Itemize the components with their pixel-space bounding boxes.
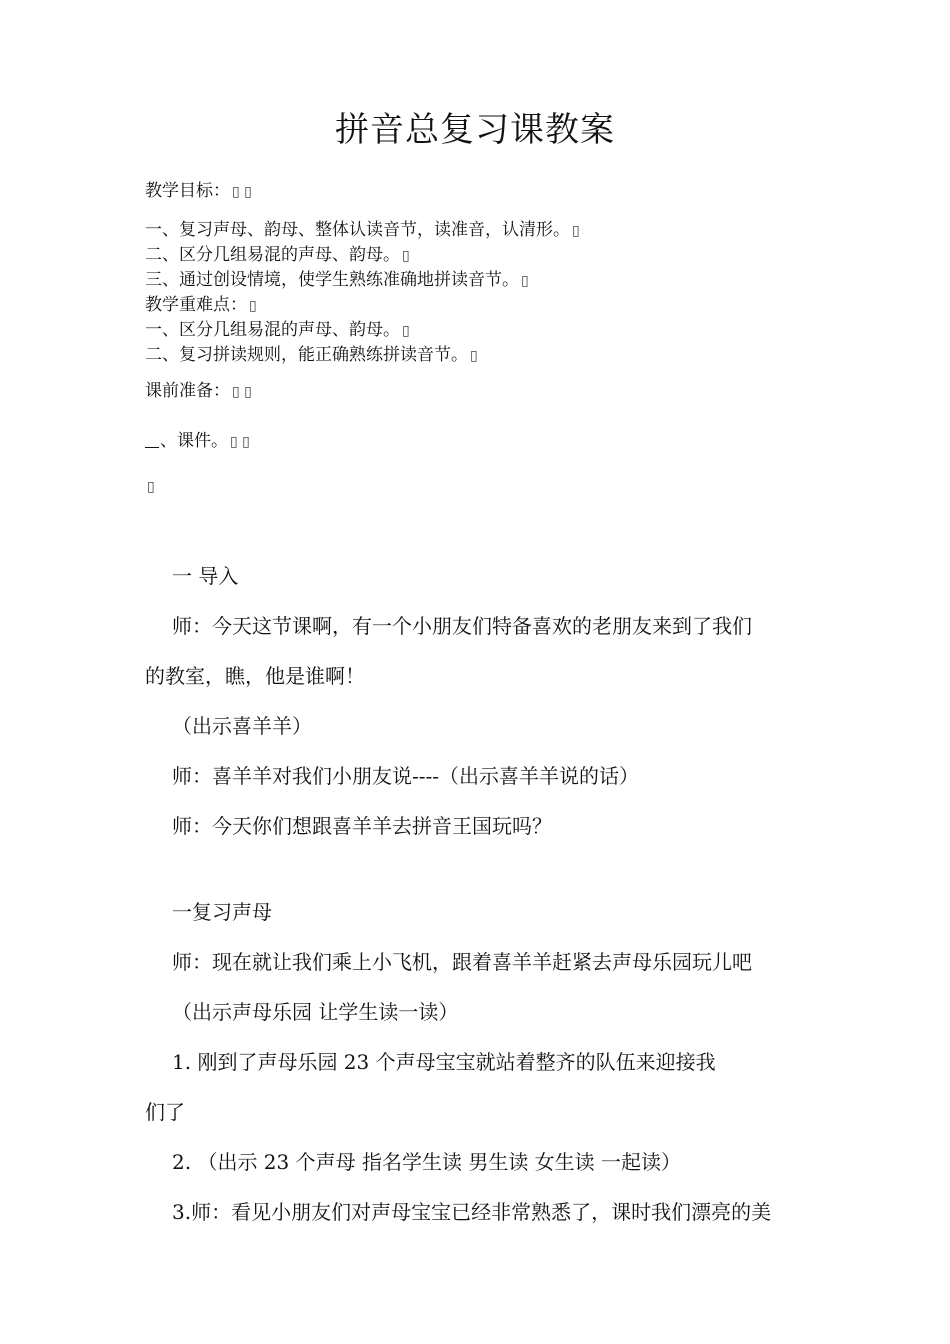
paragraph-line: 们了 (145, 1100, 185, 1124)
missing-glyph-icon: ▯ ▯ (232, 384, 252, 400)
objective-1: 一、复习声母、韵母、整体认读音节，读准音，认清形。 ▯ (145, 220, 580, 240)
preparation-heading: 课前准备： ▯ ▯ (145, 381, 252, 401)
missing-glyph-icon: ▯ (402, 248, 410, 264)
key-point-2: 二、复习拼读规则，能正确熟练拼读音节。 ▯ (145, 345, 478, 365)
list-item: 2. （出示 23 个声母 指名学生读 男生读 女生读 一起读） (172, 1150, 682, 1174)
paragraph-line: 师：现在就让我们乘上小飞机，跟着喜羊羊赶紧去声母乐园玩儿吧 (172, 950, 752, 974)
section-intro-heading: 一 导入 (172, 564, 239, 588)
list-item: 3.师：看见小朋友们对声母宝宝已经非常熟悉了，课时我们漂亮的美 (172, 1200, 772, 1224)
paragraph-line: （出示声母乐园 让学生读一读） (172, 1000, 459, 1024)
missing-glyph-icon: ▯ (249, 298, 257, 314)
paragraph-line: （出示喜羊羊） (172, 714, 312, 738)
preparation-item: 、课件。 ▯ ▯ (145, 426, 250, 451)
objective-2: 二、区分几组易混的声母、韵母。 ▯ (145, 245, 410, 265)
objectives-heading: 教学目标： ▯ ▯ (145, 181, 252, 201)
missing-glyph-icon: ▯ (572, 223, 580, 239)
missing-glyph-icon: ▯ (402, 323, 410, 339)
missing-glyph-icon: ▯ ▯ (232, 184, 252, 200)
stray-glyph (145, 476, 155, 496)
list-item: 1. 刚到了声母乐园 23 个声母宝宝就站着整齐的队伍来迎接我 (172, 1050, 716, 1074)
paragraph-line: 师：今天这节课啊，有一个小朋友们特备喜欢的老朋友来到了我们 (172, 614, 752, 638)
objective-3: 三、通过创设情境，使学生熟练准确地拼读音节。 ▯ (145, 270, 529, 290)
key-points-heading: 教学重难点： ▯ (145, 295, 257, 315)
key-point-1: 一、区分几组易混的声母、韵母。 ▯ (145, 320, 410, 340)
page-title: 拼音总复习课教案 (335, 110, 615, 150)
section-review-heading: 一复习声母 (172, 900, 272, 924)
missing-glyph-icon: ▯ (521, 273, 529, 289)
missing-glyph-icon: ▯ (470, 348, 478, 364)
missing-glyph-icon: ▯ (147, 479, 155, 495)
paragraph-line: 师：今天你们想跟喜羊羊去拼音王国玩吗？ (172, 814, 552, 838)
paragraph-line: 师：喜羊羊对我们小朋友说----（出示喜羊羊说的话） (172, 764, 640, 788)
paragraph-line: 的教室，瞧，他是谁啊！ (145, 664, 365, 688)
missing-glyph-icon: ▯ ▯ (230, 434, 250, 450)
